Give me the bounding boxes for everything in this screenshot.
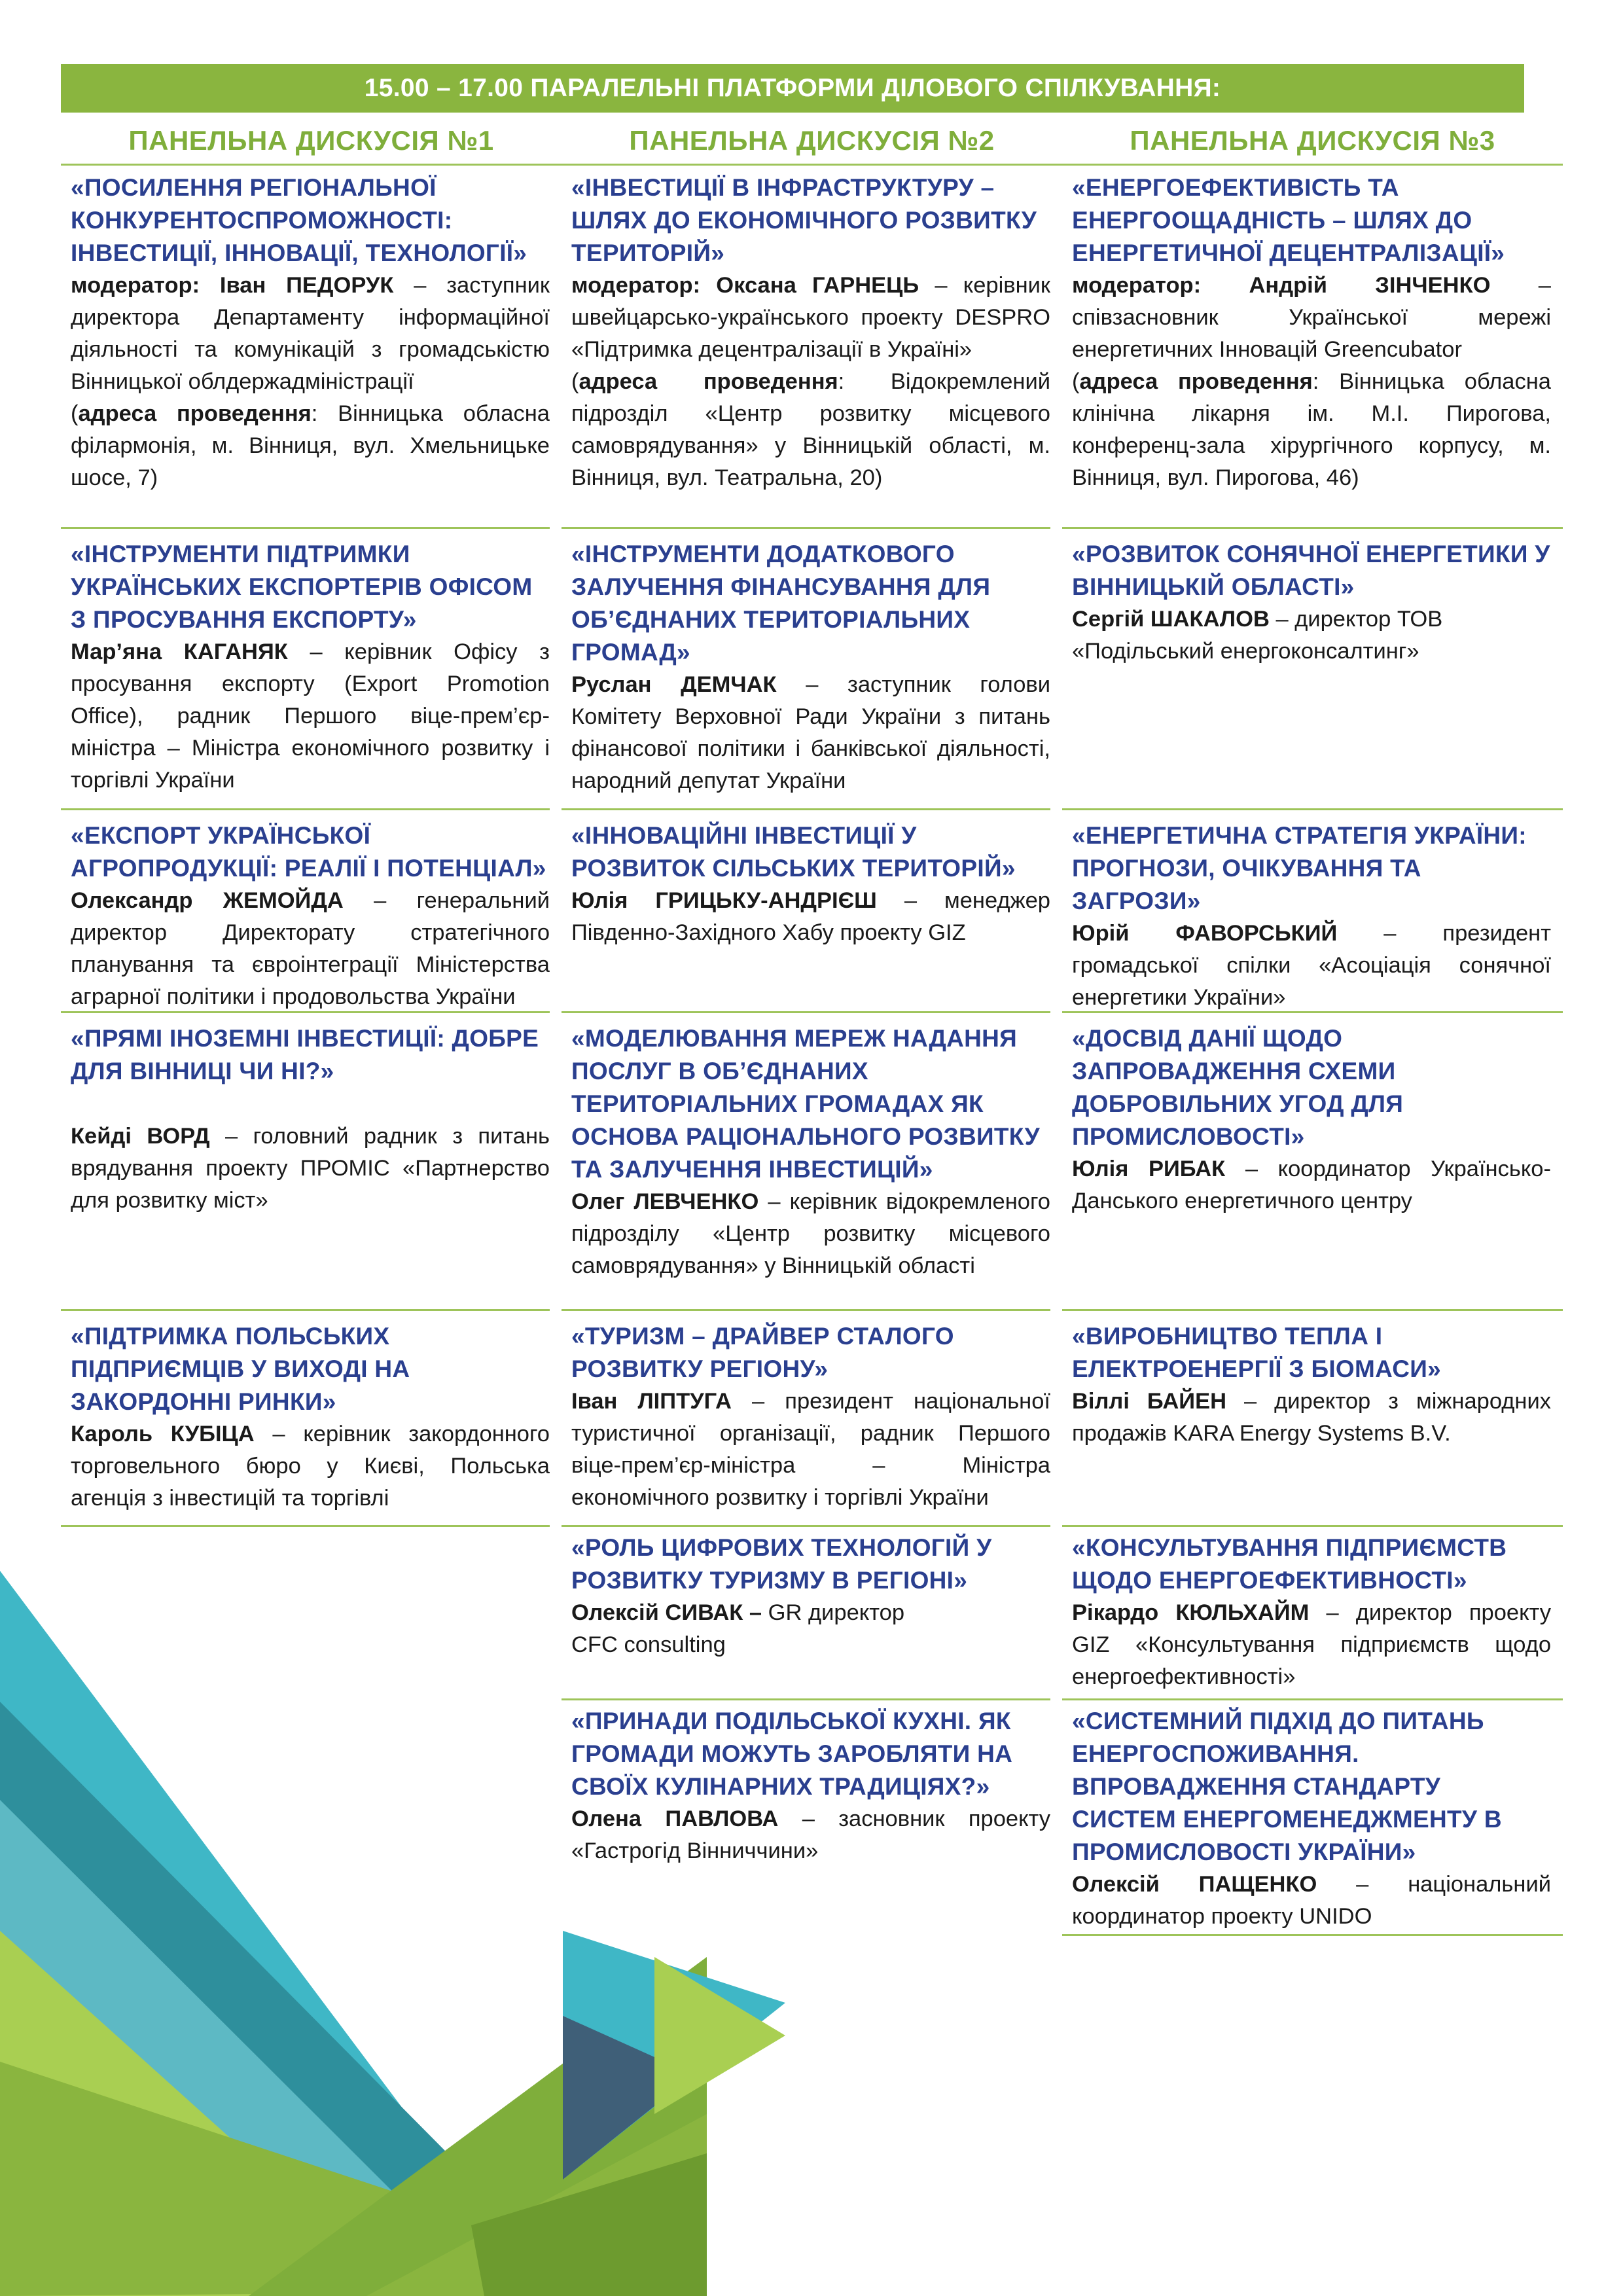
session-title: «ІНВЕСТИЦІЇ В ІНФРАСТРУКТУРУ – ШЛЯХ ДО ЕКОНОМІЧНОГО РОЗВИТКУ ТЕРИТОРІЙ»: [571, 174, 1037, 266]
row-divider: [61, 1309, 550, 1311]
speaker-name: Олексій ПАЩЕНКО: [1072, 1872, 1317, 1897]
session-speaker: [571, 1386, 1050, 1514]
panel3-session-7: [1072, 1705, 1551, 1933]
speaker-name: Олексій СИВАК –: [571, 1600, 762, 1625]
session-title: «ПОСИЛЕННЯ РЕГІОНАЛЬНОЇ КОНКУРЕНТОСПРОМОЖНОСТІ: ІНВЕСТИЦІЇ, ІННОВАЦІЇ, ТЕХНОЛОГІЇ»: [71, 174, 527, 266]
speaker-role: – президент національної туристичної організації, радник Першого віце-прем’єр-міністра – Міністра економічного розвитку і торгівлі України: [571, 1389, 1051, 1510]
speaker-role: – заступник директора Департаменту інформаційної діяльності та комунікацій з громадськістю Вінницької облдержадміністрації: [71, 273, 550, 394]
speaker-role: – президент громадської спілки «Асоціація сонячної енергетики України»: [1072, 921, 1551, 1010]
speaker-role: – директор ТОВ «Подільський енергоконсалтинг»: [1072, 607, 1443, 664]
column-heading-2: ПАНЕЛЬНА ДИСКУСІЯ №2: [629, 125, 995, 156]
row-divider: [61, 808, 550, 810]
speaker-role: – національний координатор проекту UNIDO: [1072, 1872, 1551, 1929]
row-divider: [1062, 1309, 1563, 1311]
session-title: «ІННОВАЦІЙНІ ІНВЕСТИЦІЇ У РОЗВИТОК СІЛЬСЬКИХ ТЕРИТОРІЙ»: [571, 822, 1016, 882]
speaker-role: – координатор Українсько-Данського енергетичного центру: [1072, 1157, 1551, 1213]
speaker-name: Віллі БАЙЕН: [1072, 1389, 1227, 1414]
session-speaker: [71, 636, 550, 797]
venue-text: : Вінницька обласна філармонія, м. Вінниця, вул. Хмельницьке шосе, 7): [71, 401, 550, 490]
session-title: «ПРИНАДИ ПОДІЛЬСЬКОЇ КУХНІ. ЯК ГРОМАДИ МОЖУТЬ ЗАРОБЛЯТИ НА СВОЇХ КУЛІНАРНИХ ТРАДИЦІЯХ?»: [571, 1708, 1013, 1800]
row-divider: [562, 1525, 1050, 1527]
row-divider: [562, 808, 1050, 810]
session-speaker: [1072, 603, 1551, 668]
session-title: «ВИРОБНИЦТВО ТЕПЛА І ЕЛЕКТРОЕНЕРГІЇ З БІОМАСИ»: [1072, 1323, 1442, 1382]
panel3-session-4: [1072, 1022, 1551, 1217]
speaker-name: Кейді ВОРД: [71, 1124, 210, 1149]
speaker-name: Юрій ФАВОРСЬКИЙ: [1072, 921, 1338, 946]
session-speaker: [1072, 1153, 1551, 1217]
session-title: «МОДЕЛЮВАННЯ МЕРЕЖ НАДАННЯ ПОСЛУГ В ОБ’ЄДНАНИХ ТЕРИТОРІАЛЬНИХ ГРОМАДАХ ЯК ОСНОВА РАЦІОНАЛЬНОГО РОЗВИТКУ ТА ЗАЛУЧЕННЯ ІНВЕСТИЦІЙ»: [571, 1025, 1040, 1183]
row-divider: [1062, 1934, 1563, 1936]
session-speaker: [71, 885, 550, 1013]
session-speaker: [1072, 1869, 1551, 1933]
speaker-role: – директор проекту GIZ «Консультування підприємств щодо енергоефективності»: [1072, 1600, 1552, 1689]
session-title: «КОНСУЛЬТУВАННЯ ПІДПРИЄМСТВ ЩОДО ЕНЕРГОЕФЕКТИВНОСТІ»: [1072, 1534, 1507, 1594]
speaker-role: – директор з міжнародних продажів KARA Energy Systems B.V.: [1072, 1389, 1551, 1446]
speaker-role: – заступник голови Комітету Верховної Ради України з питань фінансової політики і банківської діяльності, народний депутат України: [571, 672, 1050, 793]
session-speaker: [571, 1186, 1050, 1282]
session-title: «ІНСТРУМЕНТИ ПІДТРИМКИ УКРАЇНСЬКИХ ЕКСПОРТЕРІВ ОФІСОМ З ПРОСУВАННЯ ЕКСПОРТУ»: [71, 541, 533, 633]
row-divider: [562, 1011, 1050, 1013]
session-title: «РОЛЬ ЦИФРОВИХ ТЕХНОЛОГІЙ У РОЗВИТКУ ТУРИЗМУ В РЕГІОНІ»: [571, 1534, 992, 1594]
speaker-name: Іван ЛІПТУГА: [571, 1389, 732, 1414]
venue-label: адреса проведення: [1079, 369, 1313, 394]
speaker-name: Юлія РИБАК: [1072, 1157, 1226, 1181]
session-title: «ТУРИЗМ – ДРАЙВЕР СТАЛОГО РОЗВИТКУ РЕГІОНУ»: [571, 1323, 954, 1382]
speaker-name: модератор: Оксана ГАРНЕЦЬ: [571, 273, 919, 298]
session-speaker: [1072, 918, 1551, 1014]
session-title: «СИСТЕМНИЙ ПІДХІД ДО ПИТАНЬ ЕНЕРГОСПОЖИВАННЯ. ВПРОВАДЖЕННЯ СТАНДАРТУ СИСТЕМ ЕНЕРГОМЕНЕДЖМЕНТУ В ПРОМИСЛОВОСТІ УКРАЇНИ»: [1072, 1708, 1502, 1865]
speaker-name: Руслан ДЕМЧАК: [571, 672, 777, 697]
row-divider: [562, 1698, 1050, 1700]
speaker-role: GR директор CFC consulting: [571, 1600, 905, 1657]
speaker-role: – співзасновник Української мережі енергетичних Інновацій Greencubator: [1072, 273, 1551, 362]
panel3-session-2: [1072, 538, 1551, 668]
panel2-session-3: [571, 819, 1050, 949]
speaker-name: модератор: Іван ПЕДОРУК: [71, 273, 394, 298]
panel2-session-6: [571, 1532, 1050, 1661]
panel3-session-3: [1072, 819, 1551, 1014]
speaker-name: Олександр ЖЕМОЙДА: [71, 888, 344, 913]
panel2-session-2: [571, 538, 1050, 797]
speaker-name: Кароль КУБІЦА: [71, 1422, 255, 1446]
session-venue: (адреса проведення: Вінницька обласна філармонія, м. Вінниця, вул. Хмельницьке шосе, 7): [71, 401, 550, 490]
session-speaker: [571, 885, 1050, 949]
venue-text: : Відокремлений підрозділ «Центр розвитку місцевого самоврядування» у Вінницькій області, м. Вінниця, вул. Театральна, 20): [571, 369, 1050, 490]
session-venue: (адреса проведення: Відокремлений підрозділ «Центр розвитку місцевого самоврядування» у Вінницькій області, м. Вінниця, вул. Театральна, 20): [571, 369, 1050, 490]
speaker-role: – керівник відокремленого підрозділу «Центр розвитку місцевого самоврядування» у Вінницькій області: [571, 1189, 1050, 1278]
panel2-session-5: [571, 1320, 1050, 1514]
speaker-role: – керівник закордонного торговельного бюро у Києві, Польська агенція з інвестицій та торгівлі: [71, 1422, 550, 1511]
row-divider: [1062, 808, 1563, 810]
venue-text: : Вінницька обласна клінічна лікарня ім. М.І. Пирогова, конференц-зала хірургічного корпусу, м. Вінниця, вул. Пирогова, 46): [1072, 369, 1551, 490]
speaker-name: Олена ПАВЛОВА: [571, 1806, 779, 1831]
session-speaker: [1072, 1386, 1551, 1450]
speaker-name: Рікардо КЮЛЬХАЙМ: [1072, 1600, 1310, 1625]
session-title: «ЕКСПОРТ УКРАЇНСЬКОЇ АГРОПРОДУКЦІЇ: РЕАЛІЇ І ПОТЕНЦІАЛ»: [71, 822, 546, 882]
speaker-name: модератор: Андрій ЗІНЧЕНКО: [1072, 273, 1491, 298]
row-divider: [61, 1525, 550, 1527]
session-title: «ПІДТРИМКА ПОЛЬСЬКИХ ПІДПРИЄМЦІВ У ВИХОДІ НА ЗАКОРДОННІ РИНКИ»: [71, 1323, 410, 1415]
panel1-session-1: [71, 171, 550, 494]
row-divider: [1062, 527, 1563, 529]
panel3-session-5: [1072, 1320, 1551, 1450]
panel3-session-1: [1072, 171, 1551, 494]
panel1-session-4: [71, 1022, 550, 1217]
session-speaker: [571, 1803, 1050, 1867]
row-divider: [562, 1309, 1050, 1311]
speaker-role: – менеджер Південно-Західного Хабу проекту GIZ: [571, 888, 1050, 945]
venue-label: адреса проведення: [579, 369, 838, 394]
session-speaker: [71, 1121, 550, 1217]
session-speaker: [571, 1597, 938, 1661]
row-divider: [61, 527, 550, 529]
speaker-name: Сергій ШАКАЛОВ: [1072, 607, 1270, 632]
panel1-session-5: [71, 1320, 550, 1515]
venue-label: адреса проведення: [78, 401, 312, 426]
speaker-role: – генеральний директор Директорату стратегічного планування та євроінтеграції Міністерства аграрної політики і продовольства України: [71, 888, 550, 1009]
session-title: «РОЗВИТОК СОНЯЧНОЇ ЕНЕРГЕТИКИ У ВІННИЦЬКІЙ ОБЛАСТІ»: [1072, 541, 1550, 600]
session-speaker: [571, 270, 1050, 366]
row-divider: [1062, 1525, 1563, 1527]
speaker-role: – керівник Офісу з просування експорту (Export Promotion Office), радник Першого віце-прем’єр-міністра – Міністра економічного розвитку і торгівлі України: [71, 639, 550, 793]
speaker-name: Юлія ГРИЦЬКУ-АНДРІЄШ: [571, 888, 877, 913]
session-venue: (адреса проведення: Вінницька обласна клінічна лікарня ім. М.І. Пирогова, конференц-зала хірургічного корпусу, м. Вінниця, вул. Пирогова, 46): [1072, 369, 1551, 490]
panel2-session-1: [571, 171, 1050, 494]
row-divider: [1062, 1698, 1563, 1700]
session-speaker: [71, 270, 550, 398]
column-heading-1: ПАНЕЛЬНА ДИСКУСІЯ №1: [128, 125, 494, 156]
panel1-session-3: [71, 819, 550, 1013]
session-title: «ЕНЕРГОЕФЕКТИВІСТЬ ТА ЕНЕРГООЩАДНІСТЬ – ШЛЯХ ДО ЕНЕРГЕТИЧНОЇ ДЕЦЕНТРАЛІЗАЦІЇ»: [1072, 174, 1505, 266]
session-speaker: [1072, 270, 1551, 366]
panel3-session-6: [1072, 1532, 1551, 1693]
panel2-session-7: [571, 1705, 1050, 1867]
session-title: «ІНСТРУМЕНТИ ДОДАТКОВОГО ЗАЛУЧЕННЯ ФІНАНСУВАННЯ ДЛЯ ОБ’ЄДНАНИХ ТЕРИТОРІАЛЬНИХ ГРОМАД»: [571, 541, 991, 666]
speaker-role: – засновник проекту «Гастрогід Вінниччини»: [571, 1806, 1050, 1863]
row-divider: [562, 527, 1050, 529]
panel2-session-4: [571, 1022, 1050, 1282]
speaker-name: Олег ЛЕВЧЕНКО: [571, 1189, 759, 1214]
header-divider: [61, 164, 1563, 166]
panel1-session-2: [71, 538, 550, 797]
speaker-role: – керівник швейцарсько-українського проекту DESPRO «Підтримка децентралізації в Україні»: [571, 273, 1050, 362]
session-title: «ДОСВІД ДАНІЇ ЩОДО ЗАПРОВАДЖЕННЯ СХЕМИ ДОБРОВІЛЬНИХ УГОД ДЛЯ ПРОМИСЛОВОСТІ»: [1072, 1025, 1404, 1150]
session-title: «ПРЯМІ ІНОЗЕМНІ ІНВЕСТИЦІЇ: ДОБРЕ ДЛЯ ВІННИЦІ ЧИ НІ?»: [71, 1025, 539, 1085]
column-heading-3: ПАНЕЛЬНА ДИСКУСІЯ №3: [1130, 125, 1495, 156]
session-speaker: [71, 1418, 550, 1515]
speaker-role: – головний радник з питань врядування проекту ПРОМІС «Партнерство для розвитку міст»: [71, 1124, 550, 1213]
session-speaker: [1072, 1597, 1551, 1693]
session-title: «ЕНЕРГЕТИЧНА СТРАТЕГІЯ УКРАЇНИ: ПРОГНОЗИ, ОЧІКУВАННЯ ТА ЗАГРОЗИ»: [1072, 822, 1527, 914]
session-speaker: [571, 669, 1050, 797]
session-banner: 15.00 – 17.00 ПАРАЛЕЛЬНІ ПЛАТФОРМИ ДІЛОВОГО СПІЛКУВАННЯ:: [61, 64, 1524, 113]
speaker-name: Мар’яна КАГАНЯК: [71, 639, 288, 664]
